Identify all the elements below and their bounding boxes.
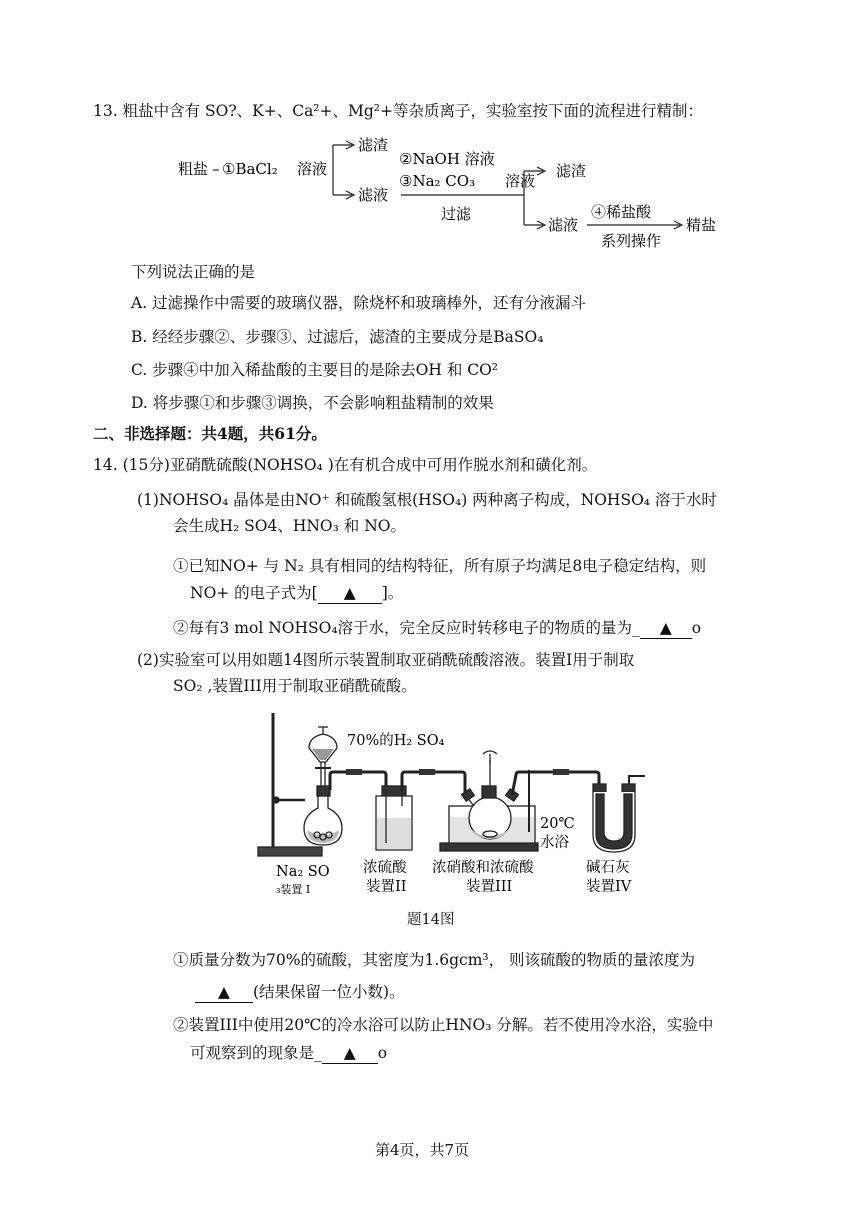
device2-label: 装置II xyxy=(366,879,407,895)
filtrate1-label: 滤液 xyxy=(358,186,389,204)
q13-option-c: C. 步骤④中加入稀盐酸的主要目的是除去OH 和 CO² xyxy=(131,361,499,379)
q14-p2b-line1: ②装置III中使用20℃的冷水浴可以防止HNO₃ 分解。若不使用冷水浴，实验中 xyxy=(173,1016,714,1034)
triangle-marker: ▲ xyxy=(343,584,356,602)
triangle-marker: ▲ xyxy=(659,619,672,637)
flask3-label: 浓硝酸和浓硫酸 xyxy=(432,860,534,876)
device4-label: 装置IV xyxy=(586,879,632,895)
q14-p2b-line2 xyxy=(190,1043,387,1064)
q14-p2-line1: (2)实验室可以用如题14图所示装置制取亚硝酰硫酸溶液。装置I用于制取 xyxy=(137,651,635,669)
residue-top-label: 滤渣 xyxy=(358,136,389,154)
filtrate2-label: 滤液 xyxy=(548,216,579,234)
q14-p2b-line2-end: o xyxy=(377,1044,388,1062)
filtration-label: 过滤 xyxy=(441,205,472,223)
refined-salt-label: 精盐 xyxy=(686,216,717,234)
q14-p1-line1: (1)NOHSO₄ 晶体是由NO⁺ 和硫酸氢根(HSO₄) 两种离子构成，NOHSO₄ 溶于水时 xyxy=(137,491,717,509)
answer-blank-2[interactable] xyxy=(640,618,692,639)
step1-label: ①BaCl₂ xyxy=(222,160,278,178)
q14-p1a-line1: ①已知NO+ 与 N₂ 具有相同的结构特征，所有原子均满足8电子稳定结构，则 xyxy=(173,557,707,575)
page-footer: 第4页，共7页 xyxy=(375,1141,470,1159)
solution2-label: 溶液 xyxy=(505,172,536,190)
q14-p1-line2: 会生成H₂ SO4、HNO₃ 和 NO。 xyxy=(173,517,406,535)
q14-p1b-text: ②每有3 mol NOHSO₄溶于水，完全反应时转移电子的物质的量为_ xyxy=(173,619,640,637)
q14-p1a-line2-end: ]。 xyxy=(381,584,404,602)
bath-label: 水浴 xyxy=(540,835,569,851)
step2-label: ②NaOH 溶液 xyxy=(399,150,495,168)
section-heading: 二、非选择题：共4题，共61分。 xyxy=(93,424,327,443)
device1-label: ₃装置 I xyxy=(276,883,311,896)
q13-stem: 13. 粗盐中含有 SO?、K+、Ca²+、Mg²+等杂质离子，实验室按下面的流程进行精制： xyxy=(93,102,704,120)
triangle-marker: ▲ xyxy=(218,983,230,1001)
q14-p1a-line2-text: NO+ 的电子式为[ xyxy=(190,584,318,602)
dash-glyph: – xyxy=(212,160,220,178)
bottle2-label: 浓硫酸 xyxy=(363,860,407,876)
q14-p2b-line2-text: 可观察到的现象是_ xyxy=(190,1044,322,1062)
q13-option-a: A. 过滤操作中需要的玻璃仪器，除烧杯和玻璃棒外，还有分液漏斗 xyxy=(131,294,587,312)
acid-label: 70%的H₂ SO₄ xyxy=(347,733,445,749)
q14-p2a-line2-text: (结果保留一位小数)。 xyxy=(253,983,405,1001)
triangle-marker: ▲ xyxy=(343,1044,356,1062)
q13-option-b: B. 经经步骤②、步骤③、过滤后，滤渣的主要成分是BaSO₄ xyxy=(131,328,544,346)
figure-caption: 题14图 xyxy=(407,912,455,928)
step3-label: ③Na₂ CO₃ xyxy=(399,172,476,190)
device3-label: 装置III xyxy=(466,879,513,895)
q14-p1b xyxy=(173,618,701,639)
q14-stem: 14. (15分)亚硝酰硫酸(NOHSO₄ )在有机合成中可用作脱水剂和磺化剂。 xyxy=(93,456,598,474)
tube4-label: 碱石灰 xyxy=(586,860,630,876)
q14-p1b-end: o xyxy=(691,619,702,637)
solution1-label: 溶液 xyxy=(297,160,328,178)
q14-p1a-line2 xyxy=(190,583,403,604)
q13-option-d: D. 将步骤①和步骤③调换，不会影响粗盐精制的效果 xyxy=(131,394,494,412)
q14-p2a-line1: ①质量分数为70%的硫酸，其密度为1.6gcm³， 则该硫酸的物质的量浓度为 xyxy=(173,951,696,969)
q13-prompt: 下列说法正确的是 xyxy=(131,263,256,281)
q14-p2a-line2 xyxy=(195,982,405,1003)
bath-temp-label: 20℃ xyxy=(540,816,575,832)
apparatus-figure xyxy=(0,705,860,905)
step4-label: ④稀盐酸 xyxy=(591,203,652,221)
reagent1-label: Na₂ SO xyxy=(276,864,330,880)
q14-p2-line2: SO₂ ,装置III用于制取亚硝酰硫酸。 xyxy=(173,677,417,695)
crude-salt-label: 粗盐 xyxy=(178,160,209,178)
answer-blank-4[interactable] xyxy=(322,1043,378,1064)
answer-blank-1[interactable] xyxy=(318,583,382,604)
answer-blank-3[interactable] xyxy=(195,982,253,1003)
residue-mid-label: 滤渣 xyxy=(556,162,587,180)
series-label: 系列操作 xyxy=(601,232,662,250)
